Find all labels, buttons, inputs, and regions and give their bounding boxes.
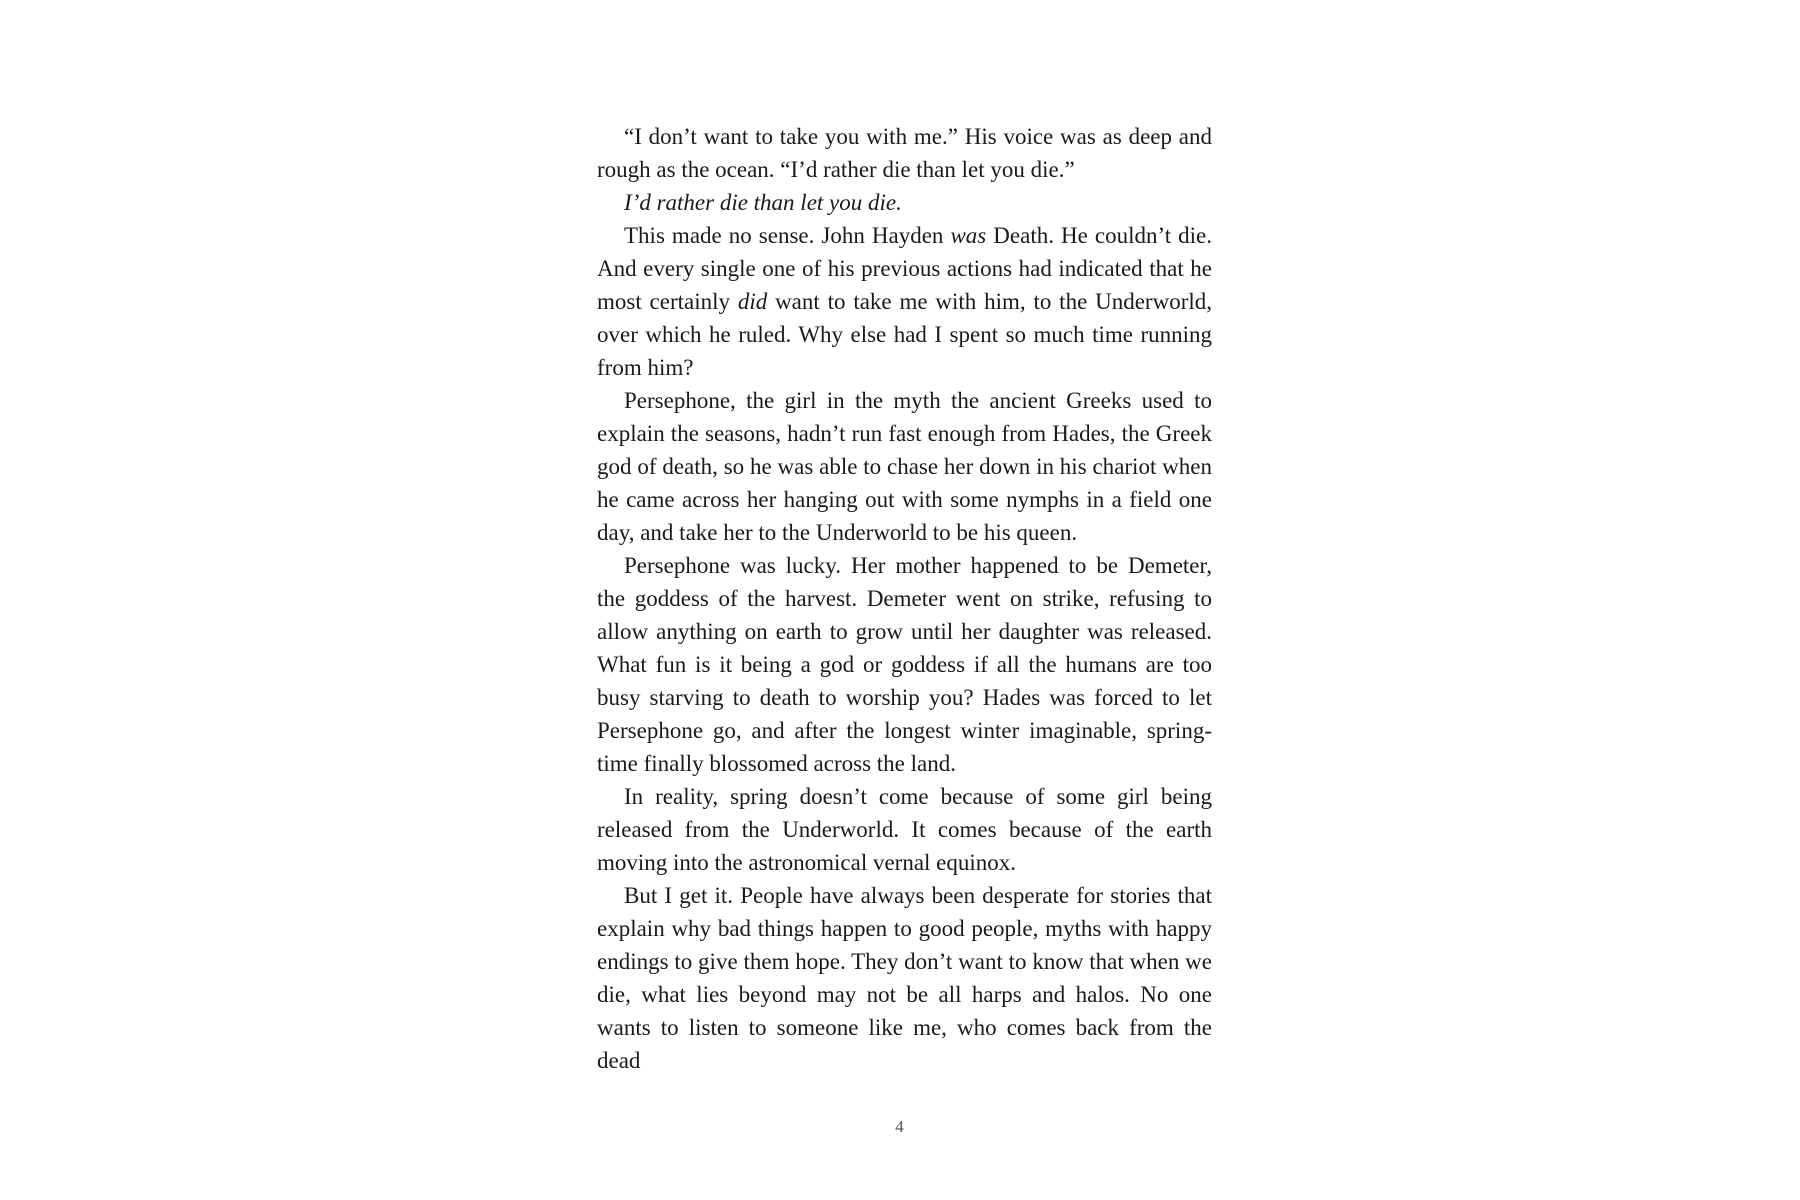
paragraph-1: “I don’t want to take you with me.” His voice was as deep and rough as the ocean. “I’d rather die than let you die.” [597, 124, 1212, 182]
paragraph-2 [597, 186, 1212, 219]
italic-thought: I’d rather die than let you die. [624, 190, 902, 215]
page-number: 4 [895, 1117, 905, 1136]
paragraph-5: Persephone was lucky. Her mother happened to be Demeter, the goddess of the harvest. Demeter went on strike, refusing to allow anything on earth to grow until her daughter was released. What fun is it being a god or goddess if all the humans are too busy starving to death to worship you? Hades was forced to let Persephone go, and after the longest winter imaginable, springtime finally blossomed across the land. [597, 553, 1212, 776]
paragraph-7: But I get it. People have always been desperate for stories that explain why bad things happen to good people, myths with happy endings to give them hope. They don’t want to know that when we die, what lies beyond may not be all harps and halos. No one wants to listen to someone like me, who comes back from the dead [597, 883, 1212, 1073]
emphasis-was: was [950, 223, 987, 248]
body-text [597, 120, 1212, 1077]
emphasis-did: did [737, 289, 768, 314]
paragraph-4: Persephone, the girl in the myth the ancient Greeks used to explain the seasons, hadn’t run fast enough from Hades, the Greek god of death, so he was able to chase her down in his chariot when he came across her hanging out with some nymphs in a field one day, and take her to the Underworld to be his queen. [597, 388, 1212, 545]
paragraph-6: In reality, spring doesn’t come because of some girl being released from the Underworld. It comes because of the earth moving into the astronomical vernal equinox. [597, 784, 1212, 875]
paragraph-3: This made no sense. John Hayden was Death. He couldn’t die. And every single one of his previous actions had indicated that he most certainly did want to take me with him, to the Underworld, over which he ruled. Why else had I spent so much time running from him? [597, 223, 1212, 380]
